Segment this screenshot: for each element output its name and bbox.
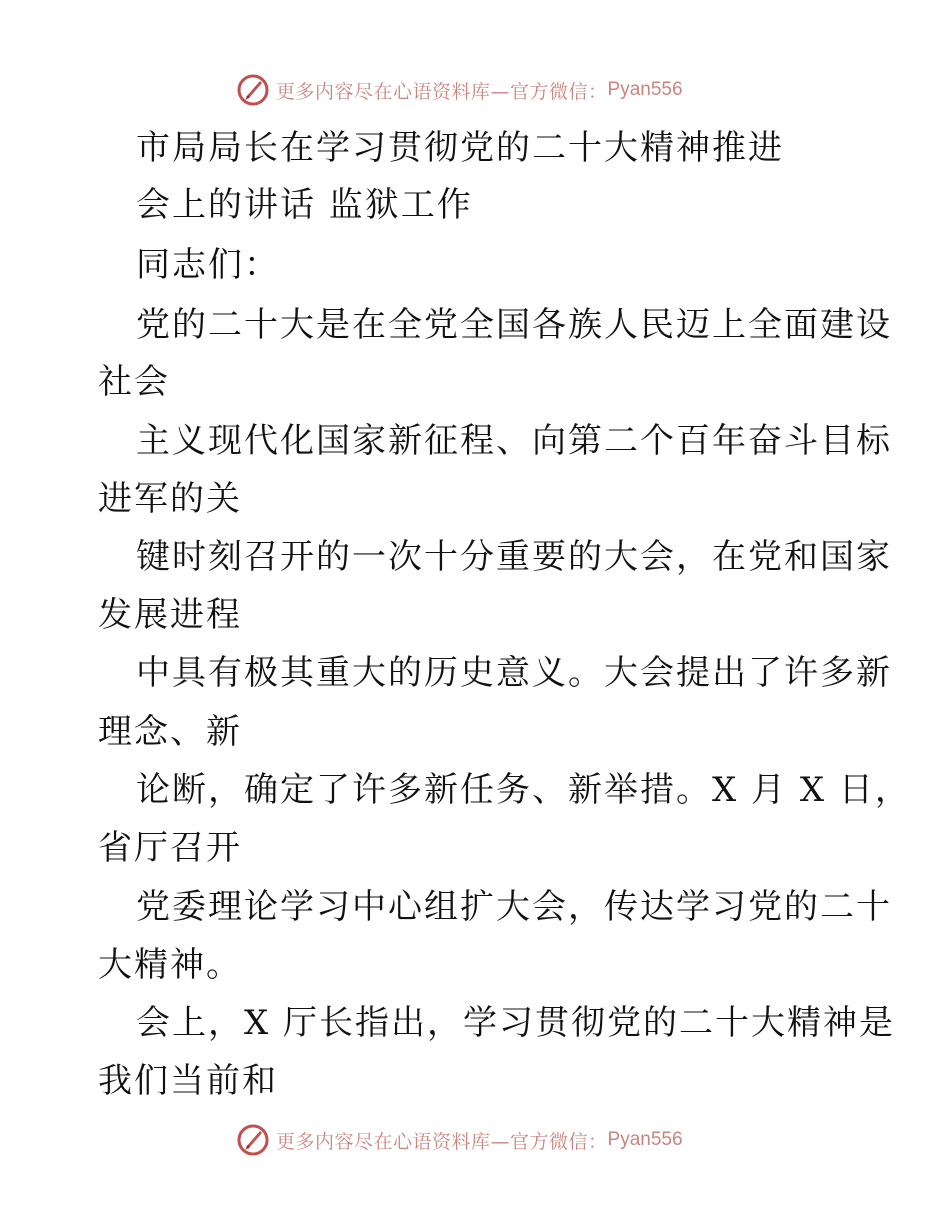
watermark-id: Pyan556 [607,1129,683,1150]
salutation: 同志们： [136,245,280,285]
body-line: 主义现代化国家新征程、向第二个百年奋斗目标 [136,421,892,461]
watermark-footer [236,1122,683,1158]
body-line: 党委理论学习中心组扩大会，传达学习党的二十 [136,887,892,927]
watermark-text: 更多内容尽在心语资料库—官方微信： [276,80,608,103]
watermark-id: Pyan556 [607,79,683,100]
body-line: 大精神。 [98,945,242,985]
title-line-1: 市局局长在学习贯彻党的二十大精神推进 [136,128,784,168]
body-line: 中具有极其重大的历史意义。大会提出了许多新 [136,653,892,693]
body-line: 键时刻召开的一次十分重要的大会，在党和国家 [136,537,892,577]
body-line: 进军的关 [98,479,242,519]
watermark-header [236,72,683,108]
title-line-2: 会上的讲话 监狱工作 [136,185,473,225]
body-line: 党的二十大是在全党全国各族人民迈上全面建设 [136,305,892,345]
body-line: 省厅召开 [98,828,242,868]
quill-pen-logo-icon [236,73,270,107]
body-line: 论断，确定了许多新任务、新举措。X 月 X 日， [136,770,911,810]
watermark-text: 更多内容尽在心语资料库—官方微信： [276,1130,608,1153]
body-line: 理念、新 [98,712,242,752]
quill-pen-logo-icon [236,1123,270,1157]
body-line: 我们当前和 [98,1061,278,1101]
body-line: 社会 [98,362,170,402]
body-line: 会上，X 厅长指出，学习贯彻党的二十大精神是 [136,1003,896,1043]
body-line: 发展进程 [98,595,242,635]
